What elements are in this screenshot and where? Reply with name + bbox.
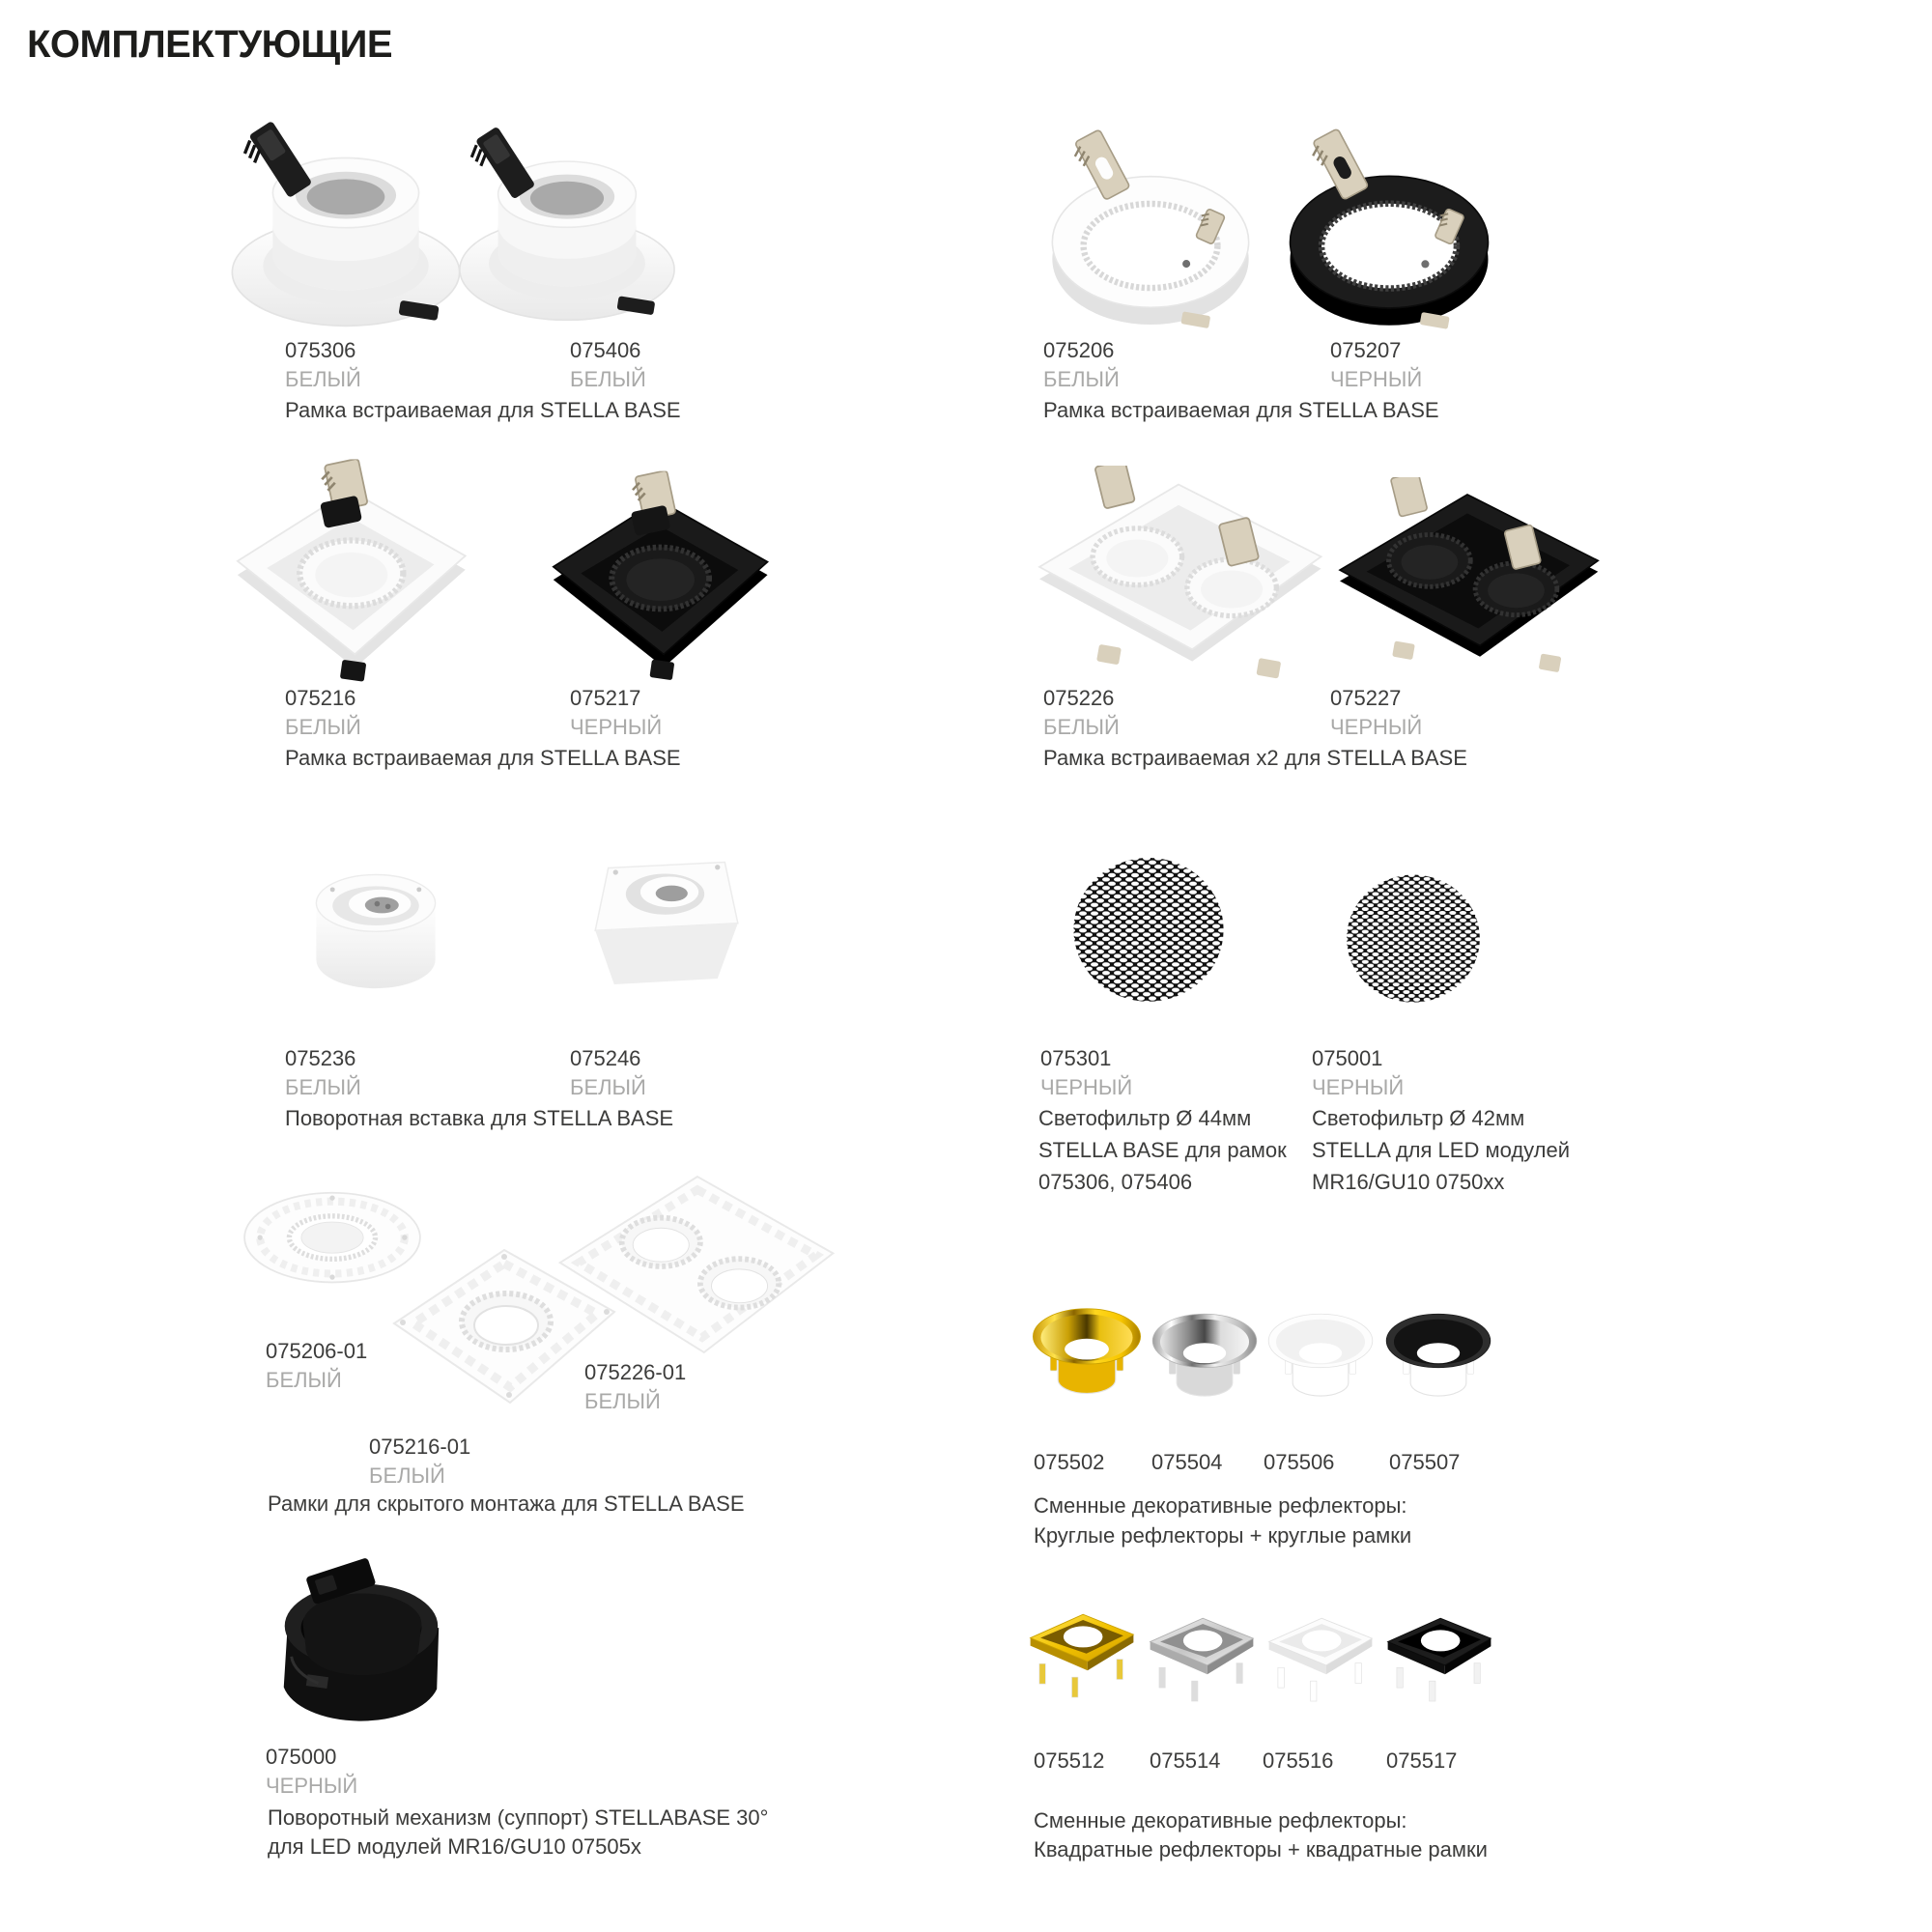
- product-image-075406: [452, 112, 682, 330]
- product-code: 075226-01: [584, 1360, 687, 1384]
- product-variant: ЧЕРНЫЙ: [1330, 367, 1423, 391]
- product-image-075514: [1140, 1596, 1264, 1708]
- product-description: Рамка встраиваемая для STELLA BASE: [285, 398, 681, 422]
- product-image-075217: [537, 469, 781, 692]
- product-image-075502: [1026, 1296, 1148, 1407]
- product-code: 075246: [570, 1046, 641, 1070]
- product-variant: БЕЛЫЙ: [285, 1075, 361, 1099]
- product-code: 075514: [1150, 1748, 1221, 1773]
- product-code: 075306: [285, 338, 356, 362]
- product-code: 075406: [570, 338, 641, 362]
- product-code: 075502: [1034, 1450, 1105, 1474]
- product-variant: БЕЛЫЙ: [570, 367, 646, 391]
- product-variant: ЧЕРНЫЙ: [1330, 715, 1423, 739]
- product-code: 075000: [266, 1745, 337, 1769]
- product-image-075306: [224, 106, 468, 336]
- product-code: 075001: [1312, 1046, 1383, 1070]
- product-variant: БЕЛЫЙ: [1043, 367, 1120, 391]
- product-image-075236: [274, 827, 477, 1010]
- product-variant: БЕЛЫЙ: [369, 1463, 445, 1488]
- product-description: Рамки для скрытого монтажа для STELLA BASE: [268, 1492, 745, 1516]
- page-title: КОМПЛЕКТУЮЩИЕ: [27, 23, 393, 66]
- product-code: 075217: [570, 686, 641, 710]
- product-code: 075516: [1263, 1748, 1334, 1773]
- product-variant: ЧЕРНЫЙ: [266, 1774, 358, 1798]
- product-variant: БЕЛЫЙ: [285, 367, 361, 391]
- product-image-075206: [1034, 122, 1267, 342]
- product-description: Сменные декоративные рефлекторы:: [1034, 1808, 1407, 1833]
- product-description: MR16/GU10 0750xx: [1312, 1170, 1505, 1194]
- product-image-075227: [1318, 477, 1617, 690]
- product-code: 075504: [1151, 1450, 1223, 1474]
- product-description: Светофильтр Ø 44мм: [1038, 1106, 1252, 1130]
- product-image-075246: [554, 821, 773, 1018]
- product-image-075207: [1271, 122, 1507, 342]
- product-variant: ЧЕРНЫЙ: [570, 715, 663, 739]
- product-image-075000: [253, 1542, 464, 1743]
- product-image-075507: [1379, 1302, 1497, 1409]
- product-code: 075512: [1034, 1748, 1105, 1773]
- product-image-075516: [1259, 1596, 1382, 1708]
- product-description: 075306, 075406: [1038, 1170, 1193, 1194]
- product-variant: БЕЛЫЙ: [570, 1075, 646, 1099]
- product-image-075512: [1020, 1592, 1144, 1704]
- product-image-075504: [1146, 1302, 1264, 1409]
- product-code: 075506: [1264, 1450, 1335, 1474]
- product-code: 075301: [1040, 1046, 1112, 1070]
- product-image-075517: [1378, 1596, 1501, 1708]
- product-description: Рамка встраиваемая для STELLA BASE: [1043, 398, 1439, 422]
- product-code: 075206: [1043, 338, 1115, 362]
- product-image-075001: [1343, 871, 1484, 1009]
- product-description: Поворотный механизм (суппорт) STELLABASE 30°: [268, 1805, 769, 1830]
- product-code: 075507: [1389, 1450, 1461, 1474]
- product-code: 075236: [285, 1046, 356, 1070]
- product-variant: БЕЛЫЙ: [285, 715, 361, 739]
- product-code: 075216-01: [369, 1435, 471, 1459]
- product-code: 075227: [1330, 686, 1402, 710]
- product-description: для LED модулей MR16/GU10 07505x: [268, 1834, 641, 1859]
- product-image-075226: [1014, 466, 1343, 697]
- product-description: Поворотная вставка для STELLA BASE: [285, 1106, 674, 1130]
- product-description: Сменные декоративные рефлекторы:: [1034, 1493, 1407, 1518]
- product-variant: БЕЛЫЙ: [584, 1389, 661, 1413]
- product-description: Рамка встраиваемая x2 для STELLA BASE: [1043, 746, 1467, 770]
- product-image-075226-01: [553, 1171, 842, 1358]
- product-description: Светофильтр Ø 42мм: [1312, 1106, 1525, 1130]
- product-description: Круглые рефлекторы + круглые рамки: [1034, 1523, 1412, 1548]
- product-variant: БЕЛЫЙ: [1043, 715, 1120, 739]
- product-code: 075206-01: [266, 1339, 368, 1363]
- product-code: 075226: [1043, 686, 1115, 710]
- product-description: Квадратные рефлекторы + квадратные рамки: [1034, 1837, 1488, 1861]
- product-code: 075207: [1330, 338, 1402, 362]
- product-variant: БЕЛЫЙ: [266, 1368, 342, 1392]
- product-description: STELLA BASE для рамок: [1038, 1138, 1287, 1162]
- product-code: 075216: [285, 686, 356, 710]
- product-variant: ЧЕРНЫЙ: [1040, 1075, 1133, 1099]
- product-description: Рамка встраиваемая для STELLA BASE: [285, 746, 681, 770]
- product-variant: ЧЕРНЫЙ: [1312, 1075, 1405, 1099]
- product-image-075216: [220, 458, 479, 694]
- product-description: STELLA для LED модулей: [1312, 1138, 1571, 1162]
- product-image-075301: [1068, 854, 1229, 1009]
- product-code: 075517: [1386, 1748, 1458, 1773]
- product-image-075506: [1262, 1302, 1379, 1409]
